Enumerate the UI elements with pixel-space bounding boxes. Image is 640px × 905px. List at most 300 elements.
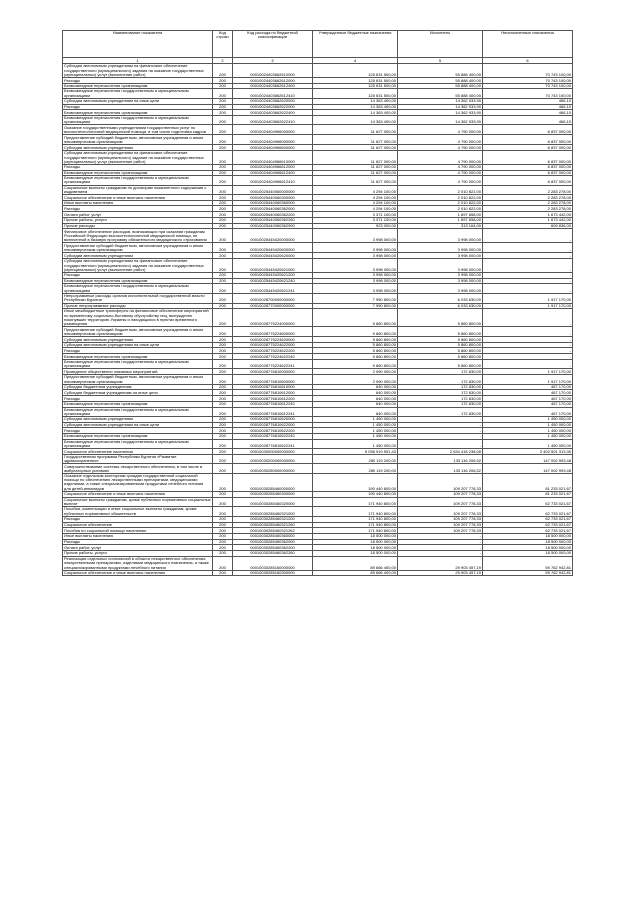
row-name: Прочие работы, услуги xyxy=(63,217,213,223)
row-name: Социальные выплаты гражданам по договорам пожизненного содержания с иждивением xyxy=(63,185,213,194)
row-line-code: 200 xyxy=(213,223,233,229)
row-approved: 280 119 200,00 xyxy=(313,464,398,474)
row-name: Пособия, компенсации и иные социальные выплаты гражданам, кроме публичных нормативных обязательств xyxy=(63,506,213,516)
row-executed: 14 362 933,90 xyxy=(398,104,483,110)
row-executed: 2 010 822,00 xyxy=(398,195,483,201)
column-number: 3 xyxy=(233,58,313,64)
row-executed: 3 998 000,00 xyxy=(398,243,483,253)
row-line-code: 200 xyxy=(213,551,233,557)
row-approved: 125 631 500,00 xyxy=(313,78,398,84)
table-row xyxy=(63,125,573,135)
row-approved: 5 036 919 551,43 xyxy=(313,449,398,455)
row-name: Оказание государственными учреждениями государственных услуг по высокотехнологичной медицинской помощи, в том числе подготовка кадров xyxy=(63,125,213,135)
row-approved: 280 119 200,00 xyxy=(313,454,398,463)
row-line-code: 200 xyxy=(213,401,233,407)
row-expense-code: 00010024404966612400 xyxy=(233,170,313,176)
row-unexecuted: 6 837 000,00 xyxy=(483,125,573,135)
row-line-code: 200 xyxy=(213,422,233,428)
row-approved: 4 294 100,00 xyxy=(313,185,398,194)
row-expense-code: 00010024403662612400 xyxy=(233,83,313,89)
row-line-code: 200 xyxy=(213,396,233,402)
row-name: Прочие работы, услуги xyxy=(63,551,213,557)
row-expense-code: 00010025445420000000 xyxy=(233,229,313,243)
row-approved: 11 627 000,00 xyxy=(313,125,398,135)
row-line-code: 200 xyxy=(213,369,233,375)
row-approved: 14 363 400,00 xyxy=(313,110,398,116)
row-approved: 18 500 000,00 xyxy=(313,545,398,551)
row-approved: 5 860 800,00 xyxy=(313,354,398,360)
row-name: Социальное обеспечение и иные выплаты населению xyxy=(63,491,213,497)
row-name: Социальное обеспечение и иные выплаты населению xyxy=(63,570,213,576)
row-approved: 18 500 000,00 xyxy=(313,533,398,539)
report-sheet xyxy=(62,30,572,576)
row-executed: 6 033 630,00 xyxy=(398,293,483,303)
row-name: Предоставление субсидий бюджетным, автономным учреждениям и иным некоммерческим организациям xyxy=(63,374,213,384)
row-unexecuted: - xyxy=(483,272,573,278)
row-line-code: 200 xyxy=(213,98,233,104)
row-line-code: 200 xyxy=(213,464,233,474)
row-executed: 109 207 778,33 xyxy=(398,516,483,522)
row-unexecuted: 59 762 942,81 xyxy=(483,556,573,570)
row-expense-code: 00010028776810622240 xyxy=(233,434,313,440)
row-executed: - xyxy=(398,545,483,551)
row-unexecuted: 466,10 xyxy=(483,98,573,104)
row-line-code: 200 xyxy=(213,506,233,516)
row-name: Безвозмездные перечисления организациям xyxy=(63,83,213,89)
row-unexecuted: 62 733 021,67 xyxy=(483,497,573,506)
row-approved: 1 450 000,00 xyxy=(313,422,398,428)
row-expense-code: 00010028776810612240 xyxy=(233,401,313,407)
row-approved: 3 371 100,00 xyxy=(313,212,398,218)
row-unexecuted: 18 500 000,00 xyxy=(483,533,573,539)
row-expense-code: 00010030285460321260 xyxy=(233,522,313,528)
row-approved: 1 450 000,00 xyxy=(313,416,398,422)
row-line-code: 200 xyxy=(213,135,233,145)
row-unexecuted: 62 733 021,67 xyxy=(483,516,573,522)
row-expense-code: 00010025440060362200 xyxy=(233,212,313,218)
row-line-code: 200 xyxy=(213,390,233,396)
row-expense-code: 00010024403662612410 xyxy=(233,89,313,98)
row-executed: 2 010 822,00 xyxy=(398,200,483,206)
row-name: Субсидии автономным учреждениям xyxy=(63,253,213,259)
table-row xyxy=(63,506,573,516)
header-name: Наименование показателя xyxy=(63,31,213,58)
row-approved: 5 860 800,00 xyxy=(313,337,398,343)
row-approved: 5 860 800,00 xyxy=(313,327,398,337)
row-executed: 109 207 778,33 xyxy=(398,506,483,516)
row-executed: - xyxy=(398,416,483,422)
row-executed: 5 860 800,00 xyxy=(398,309,483,327)
row-unexecuted: 467 170,00 xyxy=(483,407,573,416)
row-line-code: 200 xyxy=(213,253,233,259)
row-line-code: 200 xyxy=(213,170,233,176)
row-approved: 171 940 800,00 xyxy=(313,528,398,534)
row-executed: - xyxy=(398,422,483,428)
row-line-code: 200 xyxy=(213,539,233,545)
table-row xyxy=(63,89,573,98)
row-expense-code: 00010030285460362200 xyxy=(233,545,313,551)
row-line-code: 200 xyxy=(213,342,233,348)
row-unexecuted: - xyxy=(483,359,573,368)
row-unexecuted: 6 837 000,00 xyxy=(483,135,573,145)
row-unexecuted: - xyxy=(483,229,573,243)
row-line-code: 200 xyxy=(213,570,233,576)
row-executed: 14 362 933,90 xyxy=(398,98,483,104)
row-name: Расходы xyxy=(63,539,213,545)
row-executed: - xyxy=(398,539,483,545)
row-name: Государственная программа Республики Бурятия «Развитие здравоохранения» xyxy=(63,454,213,463)
row-expense-code: 00010028775224622241 xyxy=(233,359,313,368)
row-approved: 3 371 100,00 xyxy=(313,217,398,223)
row-line-code: 200 xyxy=(213,150,233,164)
row-name: Непрограммные расходы органов исполнительной государственной власти Республики Бурятия xyxy=(63,293,213,303)
row-unexecuted: - xyxy=(483,348,573,354)
row-line-code: 200 xyxy=(213,416,233,422)
row-unexecuted: 466,10 xyxy=(483,110,573,116)
row-unexecuted: 2 283 278,00 xyxy=(483,195,573,201)
row-line-code: 200 xyxy=(213,164,233,170)
row-executed: 4 790 000,00 xyxy=(398,125,483,135)
row-line-code: 200 xyxy=(213,516,233,522)
row-approved: 3 998 000,00 xyxy=(313,284,398,293)
row-executed: 172 830,00 xyxy=(398,401,483,407)
row-approved: 640 000,00 xyxy=(313,390,398,396)
row-executed: 172 830,00 xyxy=(398,384,483,390)
row-unexecuted: 62 733 021,67 xyxy=(483,522,573,528)
row-name: Иные выплаты населению xyxy=(63,200,213,206)
row-executed: 3 998 000,00 xyxy=(398,278,483,284)
row-approved: 11 627 000,00 xyxy=(313,145,398,151)
row-executed: 55 888 400,00 xyxy=(398,89,483,98)
row-executed: 172 830,00 xyxy=(398,396,483,402)
table-row xyxy=(63,258,573,272)
row-expense-code: 00010024403662622400 xyxy=(233,110,313,116)
row-expense-code: 00010028775224622000 xyxy=(233,342,313,348)
row-executed: 5 860 800,00 xyxy=(398,337,483,343)
row-executed: 3 998 000,00 xyxy=(398,284,483,293)
row-unexecuted: 2 283 278,00 xyxy=(483,200,573,206)
table-row xyxy=(63,407,573,416)
row-line-code: 200 xyxy=(213,556,233,570)
row-line-code: 200 xyxy=(213,176,233,185)
row-unexecuted: 62 733 021,67 xyxy=(483,506,573,516)
row-expense-code: 00010030285460360000 xyxy=(233,533,313,539)
row-expense-code: 00010025445420621240 xyxy=(233,278,313,284)
row-approved: 923 000,00 xyxy=(313,223,398,229)
row-expense-code: 00010028776810612200 xyxy=(233,396,313,402)
row-approved: 190 440 800,00 xyxy=(313,474,398,492)
row-approved: 3 998 000,00 xyxy=(313,258,398,272)
row-line-code: 200 xyxy=(213,206,233,212)
row-name: Субсидии автономным учреждениям на финансовое обеспечение государственного (муниципального) задания на оказание государственных (муниципальных) услуг (выполнение работ) xyxy=(63,64,213,78)
row-unexecuted: 467 170,00 xyxy=(483,390,573,396)
row-name: Совершенствование системы лекарственного обеспечения, в том числе в амбулаторных условиях xyxy=(63,464,213,474)
row-unexecuted: 466,10 xyxy=(483,115,573,124)
row-name: Оплата работ, услуг xyxy=(63,545,213,551)
row-expense-code: 00010028776810622000 xyxy=(233,422,313,428)
row-executed: 109 207 778,33 xyxy=(398,528,483,534)
row-expense-code: 00010030285460321262 xyxy=(233,528,313,534)
row-line-code: 200 xyxy=(213,533,233,539)
row-executed: 4 790 000,00 xyxy=(398,150,483,164)
row-approved: 3 998 000,00 xyxy=(313,229,398,243)
row-approved: 640 000,00 xyxy=(313,407,398,416)
row-approved: 14 363 400,00 xyxy=(313,98,398,104)
row-name: Безвозмездные перечисления организациям xyxy=(63,110,213,116)
table-row xyxy=(63,135,573,145)
table-row xyxy=(63,464,573,474)
table-row xyxy=(63,243,573,253)
table-row xyxy=(63,439,573,448)
row-expense-code: 00010024403662622000 xyxy=(233,104,313,110)
row-approved: 640 000,00 xyxy=(313,396,398,402)
table-row xyxy=(63,115,573,124)
row-executed: 14 362 933,90 xyxy=(398,115,483,124)
row-name: Иные межбюджетные трансферты на финансовое обеспечение мероприятий по временному социально-бытовому обустройству лиц, вынужденно покинувших территорию Украины и находящихся в пунктах временного размещения xyxy=(63,309,213,327)
row-expense-code: 00010025445420600000 xyxy=(233,243,313,253)
column-number: 5 xyxy=(398,58,483,64)
row-expense-code: 00010028775224622200 xyxy=(233,348,313,354)
header-unexecuted: Неисполненные назначения xyxy=(483,31,573,58)
row-unexecuted: - xyxy=(483,243,573,253)
row-executed: 109 207 778,33 xyxy=(398,522,483,528)
row-expense-code: 00010028775224622240 xyxy=(233,354,313,360)
row-approved: 3 998 000,00 xyxy=(313,243,398,253)
row-expense-code: 00010024404966612000 xyxy=(233,164,313,170)
row-line-code: 200 xyxy=(213,407,233,416)
row-approved: 89 666 400,00 xyxy=(313,570,398,576)
table-row xyxy=(63,185,573,194)
row-line-code: 200 xyxy=(213,110,233,116)
row-executed: 14 362 933,90 xyxy=(398,110,483,116)
row-name: Социальное обеспечение и иные выплаты населению xyxy=(63,195,213,201)
row-line-code: 200 xyxy=(213,258,233,272)
row-line-code: 200 xyxy=(213,195,233,201)
row-expense-code: 00010030285160000000 xyxy=(233,556,313,570)
row-approved: 640 000,00 xyxy=(313,401,398,407)
row-unexecuted: 18 500 000,00 xyxy=(483,539,573,545)
row-approved: 7 950 800,00 xyxy=(313,293,398,303)
row-unexecuted: 2 283 278,00 xyxy=(483,185,573,194)
row-line-code: 200 xyxy=(213,337,233,343)
row-unexecuted: 147 002 993,48 xyxy=(483,464,573,474)
row-expense-code: 00010028776810000000 xyxy=(233,369,313,375)
row-unexecuted: 1 917 170,00 xyxy=(483,303,573,309)
row-approved: 640 000,00 xyxy=(313,384,398,390)
row-expense-code: 00010028776810610000 xyxy=(233,384,313,390)
row-name: Расходы xyxy=(63,396,213,402)
row-line-code: 200 xyxy=(213,439,233,448)
row-line-code: 200 xyxy=(213,491,233,497)
row-expense-code: 00010030285460362000 xyxy=(233,539,313,545)
row-expense-code: 00010024403662610000 xyxy=(233,64,313,78)
row-unexecuted: 1 450 000,00 xyxy=(483,434,573,440)
row-approved: 4 294 100,00 xyxy=(313,195,398,201)
row-executed: 5 860 800,00 xyxy=(398,342,483,348)
row-name: Расходы xyxy=(63,272,213,278)
row-name: Расходы xyxy=(63,428,213,434)
row-unexecuted: 1 450 000,00 xyxy=(483,439,573,448)
row-approved: 14 363 400,00 xyxy=(313,115,398,124)
row-name: Безвозмездные перечисления государственным и муниципальным организациям xyxy=(63,359,213,368)
row-line-code: 200 xyxy=(213,303,233,309)
budget-execution-table xyxy=(62,30,573,576)
row-executed: 3 998 000,00 xyxy=(398,272,483,278)
row-expense-code: 00010024404966612410 xyxy=(233,176,313,185)
row-name: Субсидии автономным учреждениям на иные цели xyxy=(63,98,213,104)
row-unexecuted: - xyxy=(483,354,573,360)
row-expense-code: 00010030200000000000 xyxy=(233,454,313,463)
row-name: Безвозмездные перечисления организациям xyxy=(63,401,213,407)
row-expense-code: 00010030285460000000 xyxy=(233,474,313,492)
row-unexecuted: 2 283 278,00 xyxy=(483,206,573,212)
row-expense-code: 00010025440060362900 xyxy=(233,223,313,229)
row-unexecuted: 6 837 000,00 xyxy=(483,170,573,176)
table-row xyxy=(63,284,573,293)
row-executed: 172 830,00 xyxy=(398,407,483,416)
row-unexecuted: 62 733 021,67 xyxy=(483,528,573,534)
row-expense-code: 00010025440060362260 xyxy=(233,217,313,223)
row-unexecuted: 467 170,00 xyxy=(483,396,573,402)
row-unexecuted: 81 233 021,67 xyxy=(483,474,573,492)
row-line-code: 200 xyxy=(213,528,233,534)
row-expense-code: 00010030280000000000 xyxy=(233,464,313,474)
row-name: Предоставление субсидий бюджетным, автономным учреждениям и иным некоммерческим организациям xyxy=(63,135,213,145)
row-executed: 172 830,00 xyxy=(398,374,483,384)
row-executed: 133 116 206,52 xyxy=(398,464,483,474)
row-expense-code: 00010024404966600000 xyxy=(233,145,313,151)
row-line-code: 200 xyxy=(213,374,233,384)
row-unexecuted: 70 743 100,00 xyxy=(483,83,573,89)
row-name: Реализация отдельных полномочий в области лекарственного обеспечения лекарственными препаратами, изделиями медицинского назначения, а также специализированными продуктами лечебного питания xyxy=(63,556,213,570)
row-unexecuted: - xyxy=(483,284,573,293)
row-name: Социальное обеспечение xyxy=(63,522,213,528)
row-approved: 89 666 400,00 xyxy=(313,556,398,570)
row-name: Финансовое обеспечение расходов, возникающих при оказании гражданам Российской Федерации высокотехнологичной медицинской помощи, не включенной в базовую программу обязательного медицинского страхования xyxy=(63,229,213,243)
row-name: Безвозмездные перечисления государственным и муниципальным организациям xyxy=(63,89,213,98)
row-expense-code: 00010025440060360000 xyxy=(233,200,313,206)
row-expense-code: 00010028775224620000 xyxy=(233,337,313,343)
row-expense-code: 00010028776810612000 xyxy=(233,390,313,396)
row-line-code: 200 xyxy=(213,212,233,218)
row-unexecuted: 6 837 000,00 xyxy=(483,150,573,164)
row-name: Субсидии автономным учреждениям на иные цели xyxy=(63,422,213,428)
row-name: Расходы xyxy=(63,78,213,84)
row-executed: 3 998 000,00 xyxy=(398,253,483,259)
table-row xyxy=(63,309,573,327)
row-name: Субсидии автономным учреждениям xyxy=(63,145,213,151)
row-expense-code: 00010028770000000000 xyxy=(233,303,313,309)
row-unexecuted: - xyxy=(483,337,573,343)
row-name: Расходы xyxy=(63,516,213,522)
row-unexecuted: 6 837 000,00 xyxy=(483,164,573,170)
row-name: Оплата работ, услуг xyxy=(63,212,213,218)
row-unexecuted: 1 450 000,00 xyxy=(483,416,573,422)
row-line-code: 200 xyxy=(213,278,233,284)
row-executed: - xyxy=(398,533,483,539)
row-executed: 172 830,00 xyxy=(398,369,483,375)
row-expense-code: 00010024404966610000 xyxy=(233,150,313,164)
row-unexecuted: 1 917 170,00 xyxy=(483,369,573,375)
row-approved: 125 631 500,00 xyxy=(313,64,398,78)
row-name: Безвозмездные перечисления организациям xyxy=(63,278,213,284)
row-line-code: 200 xyxy=(213,293,233,303)
row-approved: 190 440 800,00 xyxy=(313,491,398,497)
row-unexecuted: 70 743 100,00 xyxy=(483,78,573,84)
header-line-code: Код строки xyxy=(213,31,233,58)
row-approved: 11 627 000,00 xyxy=(313,135,398,145)
row-expense-code: 00010024403662620000 xyxy=(233,98,313,104)
row-name: Субсидии автономным учреждениям xyxy=(63,416,213,422)
row-executed: 4 790 000,00 xyxy=(398,145,483,151)
table-body xyxy=(63,64,573,576)
row-approved: 171 940 800,00 xyxy=(313,497,398,506)
row-expense-code: 00010028776810620000 xyxy=(233,416,313,422)
table-row xyxy=(63,229,573,243)
row-name: Предоставление субсидий бюджетным, автономным учреждениям и иным некоммерческим организациям xyxy=(63,327,213,337)
row-name: Субсидии автономным учреждениям на иные цели xyxy=(63,342,213,348)
header-approved: Утвержденные бюджетные назначения xyxy=(313,31,398,58)
row-line-code: 200 xyxy=(213,348,233,354)
row-name: Безвозмездные перечисления организациям xyxy=(63,170,213,176)
row-expense-code: 00010028776810622200 xyxy=(233,428,313,434)
row-unexecuted: - xyxy=(483,342,573,348)
row-approved: 18 500 000,00 xyxy=(313,539,398,545)
table-row xyxy=(63,150,573,164)
row-unexecuted: 147 002 993,48 xyxy=(483,454,573,463)
row-name: Расходы xyxy=(63,104,213,110)
row-executed: 29 903 457,19 xyxy=(398,570,483,576)
row-executed: - xyxy=(398,551,483,557)
row-approved: 5 860 800,00 xyxy=(313,359,398,368)
row-executed: 3 998 000,00 xyxy=(398,229,483,243)
row-approved: 11 627 000,00 xyxy=(313,170,398,176)
row-approved: 11 627 000,00 xyxy=(313,164,398,170)
table-row xyxy=(63,454,573,463)
column-number: 1 xyxy=(63,58,213,64)
row-line-code: 200 xyxy=(213,449,233,455)
row-name: Предоставление субсидий бюджетным, автономным учреждениям и иным некоммерческим организациям xyxy=(63,243,213,253)
row-executed: 133 116 206,52 xyxy=(398,454,483,463)
row-executed: 109 207 778,33 xyxy=(398,497,483,506)
row-line-code: 200 xyxy=(213,115,233,124)
row-line-code: 200 xyxy=(213,272,233,278)
row-name: Безвозмездные перечисления государственным и муниципальным организациям xyxy=(63,284,213,293)
row-line-code: 200 xyxy=(213,359,233,368)
header-row xyxy=(63,31,573,58)
row-name: Проведение общественно значимых мероприятий xyxy=(63,369,213,375)
row-line-code: 200 xyxy=(213,83,233,89)
row-unexecuted: 18 500 000,00 xyxy=(483,551,573,557)
row-executed: 6 033 630,00 xyxy=(398,303,483,309)
row-name: Безвозмездные перечисления государственным и муниципальным организациям xyxy=(63,115,213,124)
row-name: Расходы xyxy=(63,348,213,354)
row-executed: 109 207 778,33 xyxy=(398,474,483,492)
row-approved: 11 627 000,00 xyxy=(313,176,398,185)
table-row xyxy=(63,176,573,185)
row-expense-code: 00010030285460300000 xyxy=(233,491,313,497)
row-unexecuted: - xyxy=(483,253,573,259)
row-line-code: 200 xyxy=(213,545,233,551)
row-approved: 5 860 800,00 xyxy=(313,348,398,354)
row-expense-code: 00010028776810612241 xyxy=(233,407,313,416)
row-approved: 1 450 000,00 xyxy=(313,434,398,440)
row-line-code: 200 xyxy=(213,64,233,78)
row-name: Субсидии бюджетным учреждениям на иные цели xyxy=(63,390,213,396)
row-expense-code: 00010028776810622241 xyxy=(233,439,313,448)
row-unexecuted: 2 402 501 313,35 xyxy=(483,449,573,455)
row-line-code: 200 xyxy=(213,200,233,206)
